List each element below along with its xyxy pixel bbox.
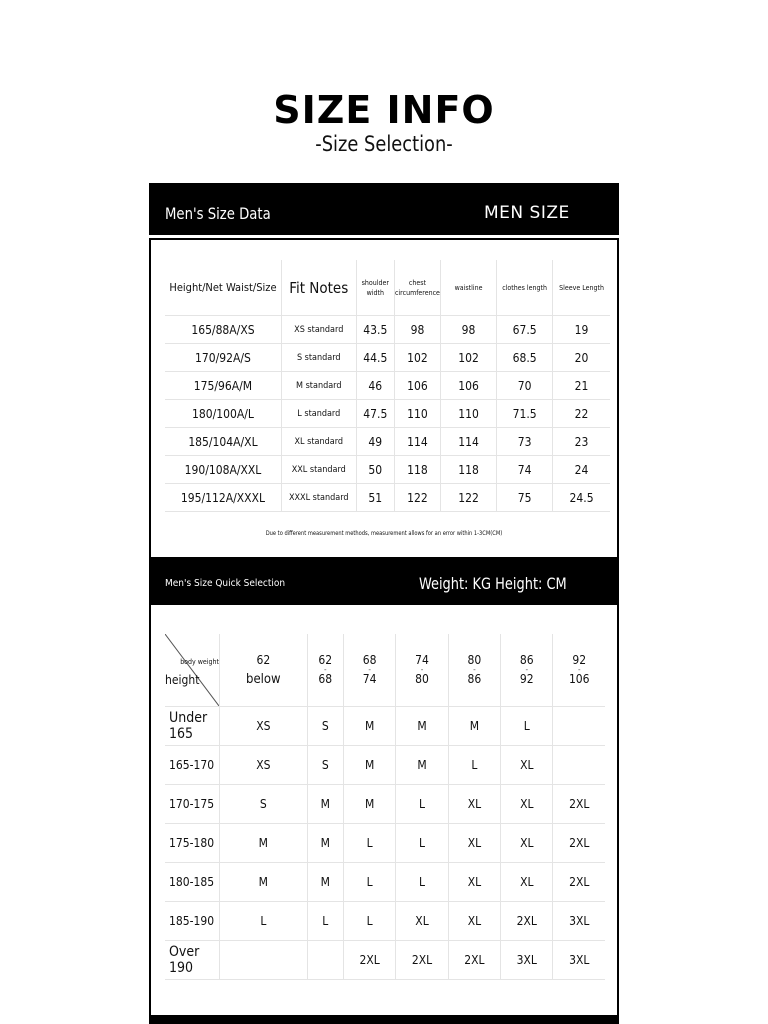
quick-selection-title: Men's Size Quick Selection	[165, 578, 286, 589]
weight-range-dash: -	[525, 665, 529, 674]
weight-range-top: 62	[256, 653, 271, 667]
size-data-cell: 114	[440, 428, 496, 456]
size-data-cell: 46	[356, 372, 394, 400]
corner-cell	[165, 634, 220, 707]
size-data-cell: 98	[440, 316, 496, 344]
size-data-cell: 20	[553, 344, 610, 372]
recommended-size-cell: XS	[220, 707, 308, 746]
size-data-table	[165, 260, 610, 512]
recommended-size-cell: M	[396, 746, 448, 785]
recommended-size-cell: S	[220, 785, 308, 824]
recommended-size-cell: XS	[220, 746, 308, 785]
size-data-header-row	[165, 260, 610, 316]
recommended-size-cell: 2XL	[553, 785, 605, 824]
recommended-size-cell: XL	[501, 785, 553, 824]
recommended-size-cell: M	[220, 863, 308, 902]
size-data-cell: 180/100A/L	[165, 400, 281, 428]
corner-weight-label: body weight	[180, 658, 219, 666]
size-data-cell: 175/96A/M	[165, 372, 281, 400]
recommended-size-cell: XL	[448, 863, 500, 902]
size-data-column-header: chest circumference	[394, 260, 440, 316]
size-data-cell: XS standard	[281, 316, 356, 344]
size-data-cell: 114	[394, 428, 440, 456]
corner-height-label: height	[165, 673, 200, 687]
size-data-cell: 51	[356, 484, 394, 512]
quick-selection-row	[165, 746, 605, 785]
weight-range-dash: -	[420, 665, 424, 674]
diagonal-divider-icon	[165, 634, 219, 706]
height-range-label: 185-190	[165, 902, 220, 941]
size-data-cell: 73	[497, 428, 553, 456]
recommended-size-cell: M	[343, 707, 395, 746]
size-data-cell: 110	[440, 400, 496, 428]
size-data-cell: 102	[440, 344, 496, 372]
size-data-cell: 71.5	[497, 400, 553, 428]
page-subtitle: -Size Selection-	[315, 132, 453, 156]
size-data-column-header: clothes length	[497, 260, 553, 316]
size-data-cell: 75	[497, 484, 553, 512]
height-range-label: 180-185	[165, 863, 220, 902]
size-data-cell: 22	[553, 400, 610, 428]
recommended-size-cell: L	[343, 902, 395, 941]
size-data-cell: 67.5	[497, 316, 553, 344]
size-data-column-header: Fit Notes	[281, 260, 356, 316]
size-data-cell: XXL standard	[281, 456, 356, 484]
recommended-size-cell: 2XL	[448, 941, 500, 980]
size-data-cell: XL standard	[281, 428, 356, 456]
recommended-size-cell: S	[307, 746, 343, 785]
quick-selection-header-bar	[149, 557, 619, 605]
recommended-size-cell: M	[307, 863, 343, 902]
weight-range-top: 74	[415, 653, 429, 667]
recommended-size-cell: 3XL	[501, 941, 553, 980]
recommended-size-cell: L	[307, 902, 343, 941]
weight-range-dash: -	[368, 665, 371, 674]
bottom-bar	[149, 1015, 619, 1024]
quick-selection-panel	[149, 605, 619, 1015]
weight-range-bottom: 86	[467, 672, 482, 686]
recommended-size-cell: L	[396, 863, 448, 902]
size-data-column-header: Height/Net Waist/Size	[165, 260, 281, 316]
recommended-size-cell: S	[307, 707, 343, 746]
size-data-column-header: Sleeve Length	[553, 260, 610, 316]
size-data-cell: 106	[440, 372, 496, 400]
recommended-size-cell: XL	[501, 863, 553, 902]
size-data-row	[165, 316, 610, 344]
recommended-size-cell: XL	[448, 902, 500, 941]
size-data-cell: 106	[394, 372, 440, 400]
recommended-size-cell: XL	[501, 824, 553, 863]
weight-range-dash: -	[473, 665, 476, 674]
recommended-size-cell: 2XL	[553, 824, 605, 863]
recommended-size-cell: L	[501, 707, 553, 746]
recommended-size-cell: M	[343, 785, 395, 824]
size-data-cell: 70	[497, 372, 553, 400]
recommended-size-cell: L	[396, 824, 448, 863]
weight-range-top: 68	[362, 653, 377, 667]
quick-selection-row	[165, 902, 605, 941]
quick-selection-row	[165, 707, 605, 746]
recommended-size-cell: 3XL	[553, 941, 605, 980]
size-data-column-header: shoulder width	[356, 260, 394, 316]
weight-column-header	[501, 634, 553, 707]
height-range-label: Under 165	[165, 707, 220, 746]
size-data-cell: 49	[356, 428, 394, 456]
weight-column-header	[220, 634, 308, 707]
weight-column-header	[396, 634, 448, 707]
recommended-size-cell: M	[396, 707, 448, 746]
size-data-cell: 190/108A/XXL	[165, 456, 281, 484]
size-data-column-header: waistline	[440, 260, 496, 316]
recommended-size-cell	[553, 746, 605, 785]
size-data-cell: 24.5	[553, 484, 610, 512]
recommended-size-cell: M	[220, 824, 308, 863]
weight-range-bottom: 106	[568, 672, 590, 686]
size-data-cell: 122	[394, 484, 440, 512]
weight-column-header	[307, 634, 343, 707]
height-range-label: Over 190	[165, 941, 220, 980]
recommended-size-cell: XL	[501, 746, 553, 785]
recommended-size-cell: 3XL	[553, 902, 605, 941]
recommended-size-cell: L	[343, 824, 395, 863]
size-data-cell: 43.5	[356, 316, 394, 344]
recommended-size-cell: L	[343, 863, 395, 902]
recommended-size-cell	[553, 707, 605, 746]
recommended-size-cell: XL	[448, 824, 500, 863]
weight-range-dash: -	[323, 665, 327, 674]
size-data-cell: 74	[497, 456, 553, 484]
size-data-cell: 44.5	[356, 344, 394, 372]
weight-range-bottom: 68	[318, 672, 333, 686]
size-data-header-bar	[149, 183, 619, 235]
size-data-cell: L standard	[281, 400, 356, 428]
size-data-row	[165, 400, 610, 428]
size-data-panel	[149, 238, 619, 559]
recommended-size-cell: M	[307, 824, 343, 863]
recommended-size-cell: M	[448, 707, 500, 746]
size-data-row	[165, 372, 610, 400]
weight-range-bottom: 92	[519, 672, 534, 686]
size-data-cell: 24	[553, 456, 610, 484]
weight-range-top: 86	[519, 653, 534, 667]
size-data-cell: XXXL standard	[281, 484, 356, 512]
recommended-size-cell: M	[307, 785, 343, 824]
recommended-size-cell	[220, 941, 308, 980]
size-data-cell: S standard	[281, 344, 356, 372]
recommended-size-cell: 2XL	[396, 941, 448, 980]
weight-range-top: 80	[467, 653, 482, 667]
recommended-size-cell: L	[220, 902, 308, 941]
recommended-size-cell: L	[448, 746, 500, 785]
size-data-cell: 185/104A/XL	[165, 428, 281, 456]
recommended-size-cell	[307, 941, 343, 980]
size-data-cell: 165/88A/XS	[165, 316, 281, 344]
size-data-cell: 23	[553, 428, 610, 456]
size-data-row	[165, 456, 610, 484]
weight-range-dash: -	[577, 665, 581, 674]
quick-selection-row	[165, 863, 605, 902]
quick-selection-row	[165, 824, 605, 863]
size-data-row	[165, 484, 610, 512]
size-data-cell: 102	[394, 344, 440, 372]
size-data-cell: M standard	[281, 372, 356, 400]
size-data-row	[165, 344, 610, 372]
size-data-cell: 110	[394, 400, 440, 428]
recommended-size-cell: L	[396, 785, 448, 824]
size-data-cell: 122	[440, 484, 496, 512]
quick-selection-row	[165, 785, 605, 824]
weight-column-header	[343, 634, 395, 707]
quick-selection-row	[165, 941, 605, 980]
weight-range-top: 62	[318, 653, 333, 667]
weight-column-header	[553, 634, 605, 707]
men-size-label: MEN SIZE	[484, 203, 570, 223]
size-data-cell: 47.5	[356, 400, 394, 428]
size-data-cell: 19	[553, 316, 610, 344]
size-data-cell: 195/112A/XXXL	[165, 484, 281, 512]
measurement-note: Due to different measurement methods, measurement allows for an error within 1-3CM(CM)	[265, 530, 503, 537]
size-data-cell: 118	[394, 456, 440, 484]
recommended-size-cell: 2XL	[343, 941, 395, 980]
page-title: SIZE INFO	[273, 88, 495, 132]
size-data-cell: 170/92A/S	[165, 344, 281, 372]
size-data-cell: 118	[440, 456, 496, 484]
height-range-label: 165-170	[165, 746, 220, 785]
recommended-size-cell: 2XL	[501, 902, 553, 941]
size-data-cell: 68.5	[497, 344, 553, 372]
recommended-size-cell: XL	[396, 902, 448, 941]
recommended-size-cell: 2XL	[553, 863, 605, 902]
size-data-cell: 98	[394, 316, 440, 344]
weight-column-header	[448, 634, 500, 707]
size-data-cell: 50	[356, 456, 394, 484]
recommended-size-cell: M	[343, 746, 395, 785]
weight-range-top: 92	[572, 653, 587, 667]
weight-range-bottom: below	[246, 672, 281, 687]
recommended-size-cell: XL	[448, 785, 500, 824]
size-data-row	[165, 428, 610, 456]
weight-range-bottom: 74	[362, 672, 377, 686]
units-label: Weight: KG Height: CM	[419, 574, 567, 593]
weight-range-bottom: 80	[415, 672, 429, 686]
size-data-cell: 21	[553, 372, 610, 400]
weight-header-row	[165, 634, 605, 707]
size-data-title: Men's Size Data	[165, 204, 271, 223]
height-range-label: 175-180	[165, 824, 220, 863]
quick-selection-table	[165, 634, 605, 980]
height-range-label: 170-175	[165, 785, 220, 824]
